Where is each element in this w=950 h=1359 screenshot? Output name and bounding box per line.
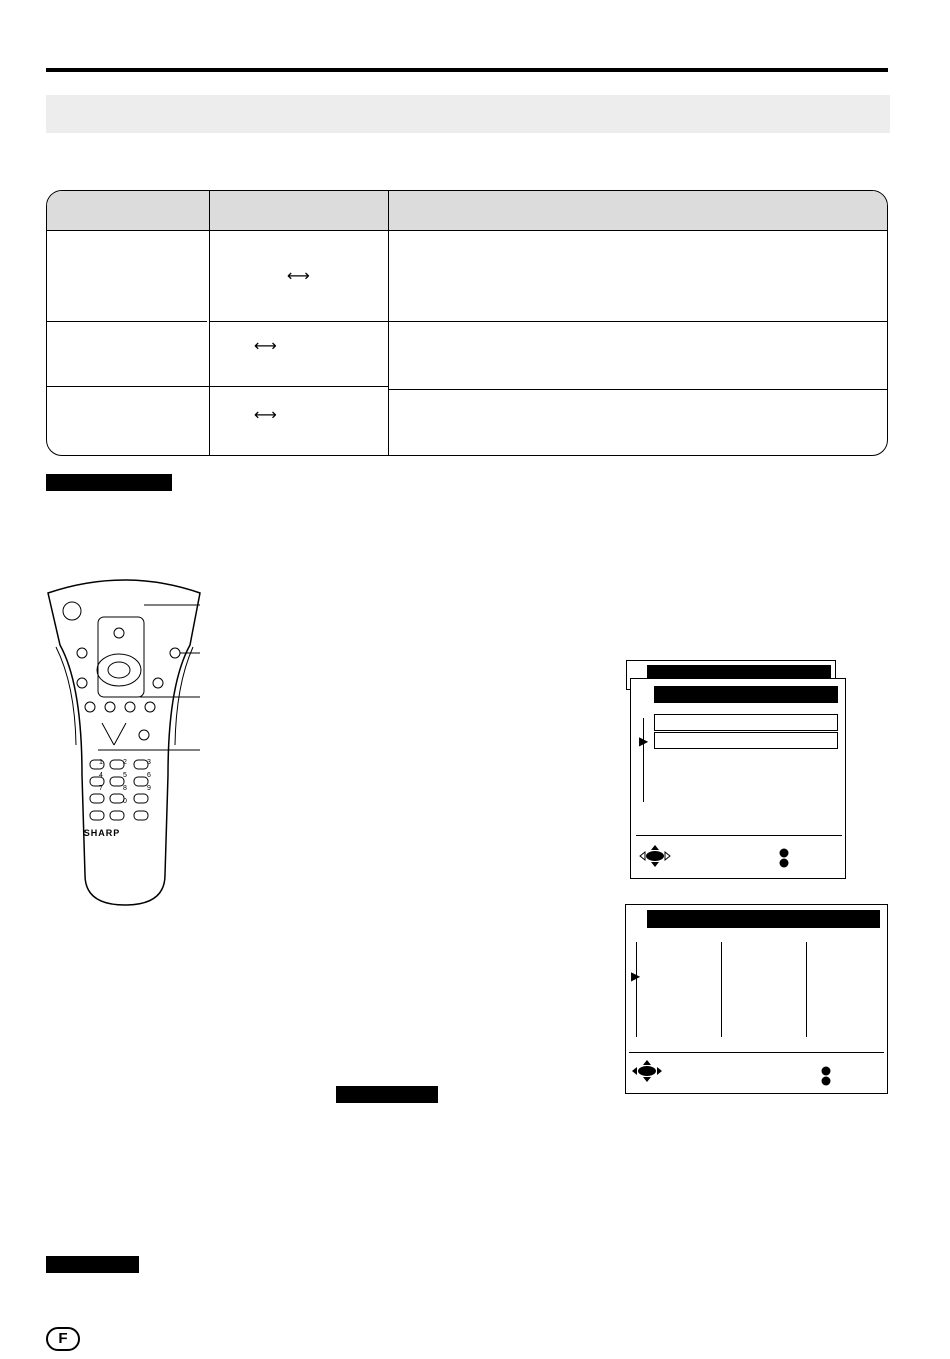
osd-column-line bbox=[636, 942, 637, 1037]
osd-divider bbox=[629, 1052, 884, 1053]
osd-column-line bbox=[806, 942, 807, 1037]
osd-title-bar bbox=[654, 686, 838, 703]
osd-title-bar bbox=[647, 910, 880, 928]
remote-key: 3 bbox=[147, 759, 151, 766]
double-arrow-icon: ⟷ bbox=[254, 336, 277, 355]
remote-brand-logo: SHARP bbox=[83, 828, 121, 838]
remote-key: 9 bbox=[147, 785, 151, 792]
comparison-table bbox=[46, 190, 888, 456]
osd-menu-field bbox=[654, 732, 838, 749]
table-col-divider bbox=[388, 191, 389, 455]
osd-menu-field bbox=[654, 714, 838, 731]
table-row-divider bbox=[47, 321, 207, 322]
ok-navigation-icon bbox=[631, 1059, 663, 1083]
osd-table-panel bbox=[625, 904, 888, 1094]
table-header bbox=[47, 191, 887, 231]
menu-end-icon bbox=[778, 848, 790, 868]
note-tag bbox=[336, 1086, 438, 1103]
table-row-divider bbox=[388, 389, 888, 390]
remote-keypad bbox=[89, 759, 159, 805]
remote-key: 7 bbox=[99, 785, 103, 792]
remote-control-icon bbox=[40, 575, 210, 915]
osd-indicator-line bbox=[643, 718, 644, 802]
table-row-divider bbox=[47, 386, 388, 387]
double-arrow-icon: ⟷ bbox=[254, 405, 277, 424]
osd-divider bbox=[636, 835, 842, 836]
double-arrow-icon: ⟷ bbox=[287, 266, 310, 285]
note-tag bbox=[46, 474, 172, 491]
language-badge: F bbox=[46, 1327, 80, 1351]
selection-pointer-icon: ▶ bbox=[631, 969, 641, 983]
remote-key: 8 bbox=[123, 785, 127, 792]
section-title-band bbox=[46, 95, 890, 133]
osd-column-line bbox=[721, 942, 722, 1037]
menu-end-icon bbox=[820, 1066, 832, 1086]
remote-key: 4 bbox=[99, 772, 103, 779]
note-tag bbox=[46, 1256, 139, 1273]
remote-key: 6 bbox=[147, 772, 151, 779]
table-col-divider bbox=[209, 191, 210, 455]
selection-pointer-icon: ▶ bbox=[639, 734, 649, 748]
remote-key: 2 bbox=[123, 759, 127, 766]
table-row-divider bbox=[209, 321, 888, 322]
osd-back-title-bar bbox=[647, 665, 831, 678]
ok-navigation-icon bbox=[639, 844, 671, 868]
remote-key: 0 bbox=[123, 798, 127, 805]
remote-key: 5 bbox=[123, 772, 127, 779]
top-rule bbox=[46, 68, 888, 72]
remote-key: 1 bbox=[99, 759, 103, 766]
